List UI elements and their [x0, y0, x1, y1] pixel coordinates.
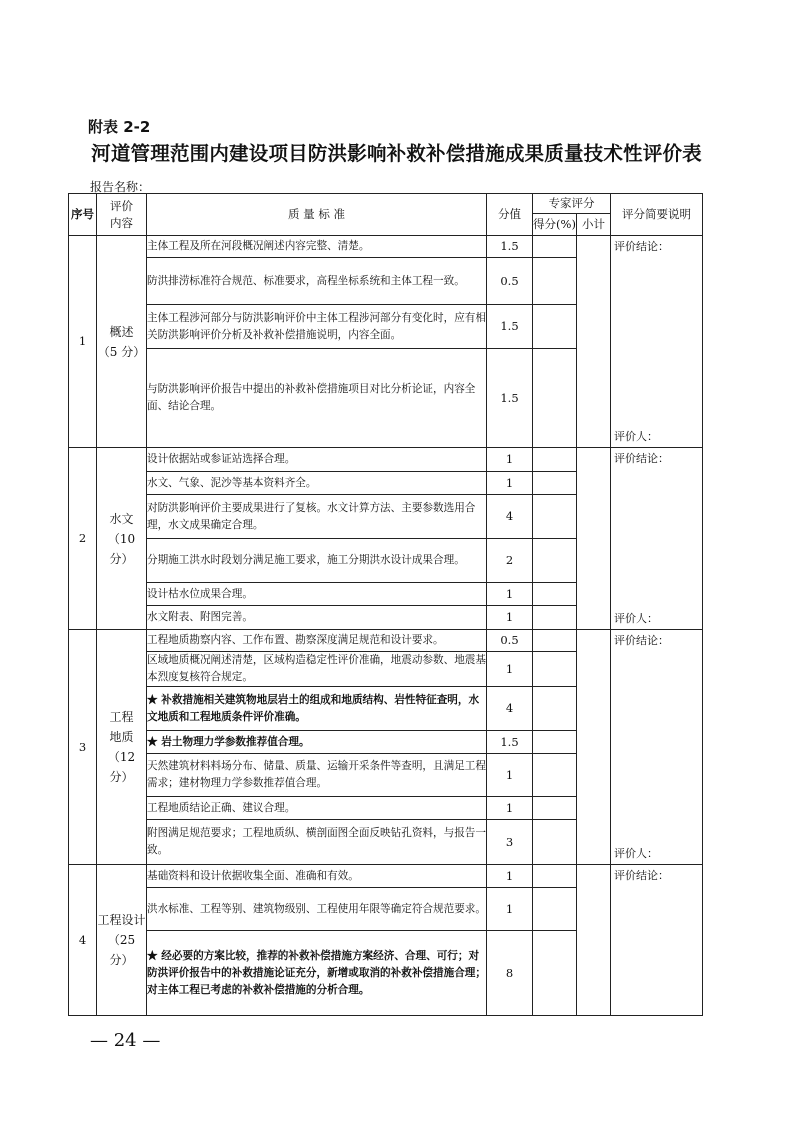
standard-text-key: ★ 经必要的方案比较，推荐的补救补偿措施方案经济、合理、可行；对防洪评价报告中的补救措施论证充分，新增或取消的补救补偿措施合理；对主体工程已考虑的补救补偿措施的分析合理。: [147, 931, 487, 1016]
page-number: — 24 —: [90, 1030, 161, 1051]
got-score-cell[interactable]: [533, 931, 577, 1016]
form-title: 河道管理范围内建设项目防洪影响补救补偿措施成果质量技术性评价表: [91, 142, 702, 165]
score-value: 1: [487, 754, 533, 797]
standard-text: 洪水标准、工程等别、建筑物级别、工程使用年限等确定符合规范要求。: [147, 888, 487, 931]
section-category-line2: 地质: [109, 730, 134, 744]
standard-text-key: ★ 补救措施相关建筑物地层岩土的组成和地质结构、岩性特征查明，水文地质和工程地质条件评价准确。: [147, 687, 487, 731]
conclusion-label: 评价结论：: [614, 634, 669, 647]
section-category: [97, 236, 147, 448]
subtotal-cell[interactable]: [577, 448, 611, 630]
score-value: 1: [487, 652, 533, 687]
score-value: 8: [487, 931, 533, 1016]
score-value: 0.5: [487, 258, 533, 305]
standard-text: 设计枯水位成果合理。: [147, 583, 487, 606]
col-item-header: [97, 194, 147, 236]
got-score-cell[interactable]: [533, 731, 577, 754]
standard-text: 设计依据站或参证站选择合理。: [147, 448, 487, 472]
got-score-cell[interactable]: [533, 305, 577, 349]
remark-cell[interactable]: [611, 448, 703, 630]
score-value: 1.5: [487, 349, 533, 448]
col-item-header-line2: 内容: [110, 215, 133, 230]
got-score-cell[interactable]: [533, 448, 577, 472]
standard-text: 基础资料和设计依据收集全面、准确和有效。: [147, 865, 487, 888]
col-item-header-line1: 评价: [110, 199, 133, 213]
score-value: 2: [487, 539, 533, 583]
got-score-cell[interactable]: [533, 630, 577, 652]
col-standard-header: 质 量 标 准: [147, 194, 487, 236]
got-score-cell[interactable]: [533, 754, 577, 797]
got-score-cell[interactable]: [533, 865, 577, 888]
standard-text: 附图满足规范要求；工程地质纵、横剖面图全面反映钻孔资料，与报告一致。: [147, 820, 487, 865]
got-score-cell[interactable]: [533, 349, 577, 448]
col-index-header: 序号: [69, 194, 97, 236]
got-score-cell[interactable]: [533, 258, 577, 305]
reviewer-label: 评价人：: [614, 429, 658, 443]
got-score-cell[interactable]: [533, 797, 577, 820]
section-category-line3: （12 分）: [107, 750, 136, 784]
score-value: 1.5: [487, 731, 533, 754]
score-value: 0.5: [487, 630, 533, 652]
score-value: 1: [487, 448, 533, 472]
got-score-cell[interactable]: [533, 606, 577, 630]
section-category: [97, 865, 147, 1016]
got-score-cell[interactable]: [533, 687, 577, 731]
standard-text: 分期施工洪水时段划分满足施工要求，施工分期洪水设计成果合理。: [147, 539, 487, 583]
section-4: [69, 865, 703, 1016]
score-value: 4: [487, 495, 533, 539]
standard-text: 防洪排涝标准符合规范、标准要求，高程坐标系统和主体工程一致。: [147, 258, 487, 305]
section-category-line2: （5 分）: [97, 344, 146, 359]
score-value: 4: [487, 687, 533, 731]
section-index: 2: [69, 448, 97, 630]
score-value: 1: [487, 606, 533, 630]
standard-text: 工程地质结论正确、建议合理。: [147, 797, 487, 820]
section-category: [97, 630, 147, 865]
reviewer-label: 评价人：: [614, 846, 658, 860]
got-score-cell[interactable]: [533, 652, 577, 687]
subtotal-cell[interactable]: [577, 865, 611, 1016]
section-1: [69, 236, 703, 448]
standard-text-key: ★ 岩土物理力学参数推荐值合理。: [147, 731, 487, 754]
col-subtotal-header: 小计: [577, 214, 611, 236]
got-score-cell[interactable]: [533, 583, 577, 606]
got-score-cell[interactable]: [533, 539, 577, 583]
score-value: 1: [487, 472, 533, 495]
evaluation-table: [68, 193, 703, 1016]
score-value: 1: [487, 583, 533, 606]
got-score-cell[interactable]: [533, 472, 577, 495]
standard-text: 水文、气象、泥沙等基本资料齐全。: [147, 472, 487, 495]
report-name-label: 报告名称：: [90, 180, 151, 194]
col-score-header: 分值: [487, 194, 533, 236]
score-value: 1.5: [487, 305, 533, 349]
col-expert-header: 专家评分: [533, 194, 611, 214]
standard-text: 对防洪影响评价主要成果进行了复核。水文计算方法、主要参数选用合理，水文成果确定合理。: [147, 495, 487, 539]
standard-text: 主体工程涉河部分与防洪影响评价中主体工程涉河部分有变化时，应有相关防洪影响评价分析及补救补偿措施说明，内容全面。: [147, 305, 487, 349]
section-index: 3: [69, 630, 97, 865]
section-category-line1: 工程: [109, 710, 134, 724]
section-index: 4: [69, 865, 97, 1016]
section-category-line1: 概述: [109, 324, 134, 339]
score-value: 3: [487, 820, 533, 865]
col-got-header: 得分(%): [533, 214, 577, 236]
remark-cell[interactable]: [611, 236, 703, 448]
score-value: 1.5: [487, 236, 533, 258]
standard-text: 工程地质勘察内容、工作布置、勘察深度满足规范和设计要求。: [147, 630, 487, 652]
got-score-cell[interactable]: [533, 820, 577, 865]
col-remark-header: 评分简要说明: [611, 194, 703, 236]
subtotal-cell[interactable]: [577, 236, 611, 448]
reviewer-label: 评价人：: [614, 611, 658, 625]
got-score-cell[interactable]: [533, 495, 577, 539]
remark-cell[interactable]: [611, 630, 703, 865]
standard-text: 与防洪影响评价报告中提出的补救补偿措施项目对比分析论证，内容全面、结论合理。: [147, 349, 487, 448]
got-score-cell[interactable]: [533, 236, 577, 258]
section-2: [69, 448, 703, 630]
standard-text: 主体工程及所在河段概况阐述内容完整、清楚。: [147, 236, 487, 258]
appendix-label: 附表 2-2: [88, 118, 151, 136]
score-value: 1: [487, 888, 533, 931]
section-category-line1: 工程设计: [97, 913, 146, 927]
conclusion-label: 评价结论：: [614, 452, 669, 465]
standard-text: 天然建筑材料料场分布、储量、质量、运输开采条件等查明，且满足工程需求；建材物理力学参数推荐值合理。: [147, 754, 487, 797]
section-category-line2: （10 分）: [107, 531, 136, 566]
standard-text: 区域地质概况阐述清楚，区域构造稳定性评价准确，地震动参数、地震基本烈度复核符合规定。: [147, 652, 487, 687]
section-category-line1: 水文: [109, 511, 134, 526]
section-category: [97, 448, 147, 630]
conclusion-label: 评价结论：: [614, 869, 669, 882]
got-score-cell[interactable]: [533, 888, 577, 931]
subtotal-cell[interactable]: [577, 630, 611, 865]
section-index: 1: [69, 236, 97, 448]
score-value: 1: [487, 865, 533, 888]
section-3: [69, 630, 703, 865]
section-category-line2: （25 分）: [107, 933, 136, 967]
remark-cell[interactable]: [611, 865, 703, 1016]
conclusion-label: 评价结论：: [614, 240, 669, 253]
standard-text: 水文附表、附图完善。: [147, 606, 487, 630]
score-value: 1: [487, 797, 533, 820]
